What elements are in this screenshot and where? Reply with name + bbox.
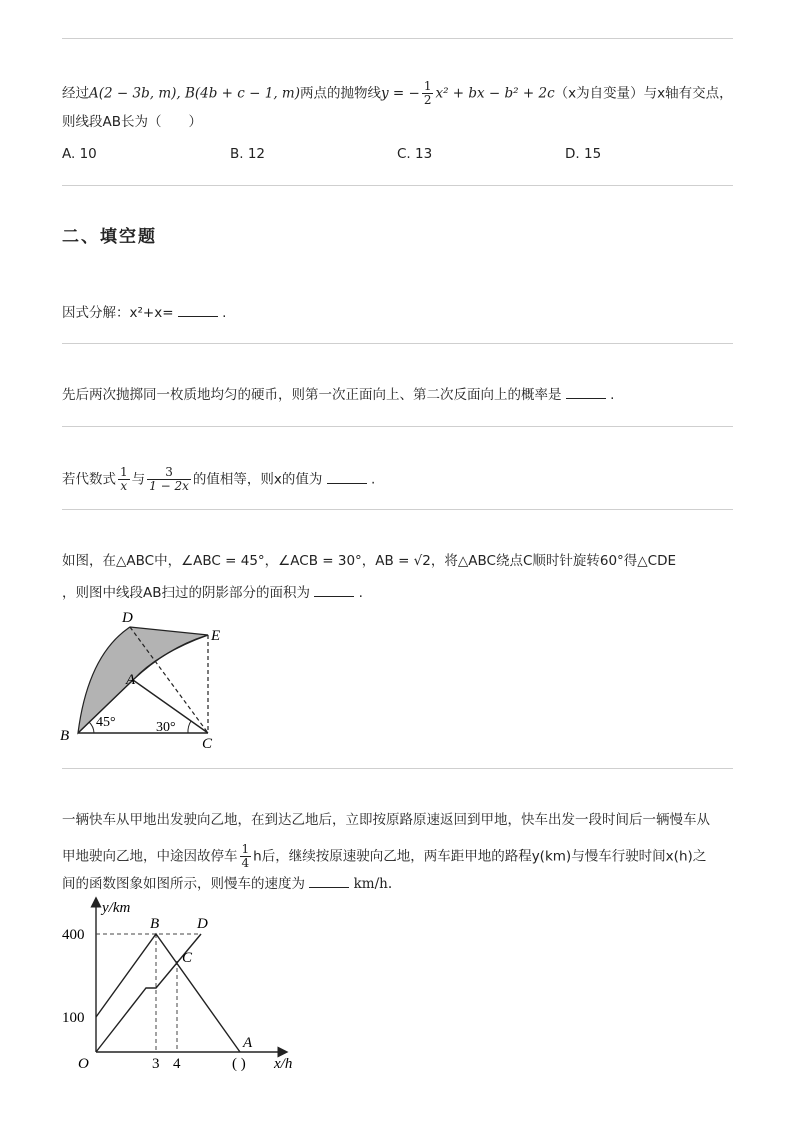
label-b: B (60, 728, 70, 744)
q1-points: A(2 − 3b, m), B(4b + c − 1, m) (89, 85, 300, 102)
label-c: C (202, 736, 213, 750)
q1-frac-num: 1 (423, 79, 432, 93)
q1-fraction (422, 80, 434, 107)
q4-fraction-2 (147, 466, 191, 493)
q1-line2: 则线段AB长为（ ） (62, 114, 202, 130)
label-a: A (126, 672, 136, 688)
angle-c-label: 30° (156, 720, 176, 735)
q1-option-c[interactable]: C. 13 (397, 146, 433, 162)
tick-100: 100 (62, 1010, 85, 1026)
q1-text-a: 经过 (62, 85, 89, 102)
q6-text-b: h后，继续按原速驶向乙地，两车距甲地的路程y(km)与慢车行驶时间x(h)之 (253, 848, 707, 865)
answer-blank[interactable] (314, 584, 354, 597)
distance-time-graph (58, 896, 308, 1076)
tick-400: 400 (62, 927, 85, 943)
q1-option-d[interactable]: D. 15 (565, 146, 602, 162)
q4-line (62, 466, 375, 493)
tick-3: 3 (152, 1056, 160, 1072)
q6-frac-den: 4 (241, 856, 250, 870)
q1-text-b: 两点的抛物线 (299, 85, 381, 102)
divider (62, 426, 733, 427)
point-a-label: A (243, 1035, 253, 1051)
q5-end: . (358, 585, 363, 601)
q6-text-a: 甲地驶向乙地，中途因故停车 (62, 848, 238, 865)
q4-f2-den (147, 480, 191, 493)
q4-fraction-1 (118, 466, 130, 493)
q6-line3 (62, 874, 392, 894)
answer-blank[interactable] (566, 386, 606, 399)
q6-line1: 一辆快车从甲地出发驶向乙地，在到达乙地后，立即按原路原速返回到甲地，快车出发一段时间后一辆慢车从 (62, 812, 710, 828)
q6-line2 (62, 843, 706, 870)
y-axis-label: y/km (102, 900, 131, 916)
divider (62, 343, 733, 344)
x-axis-label: x/h (274, 1056, 293, 1072)
q1-eq-post: x² + bx − b² + 2c (435, 85, 555, 102)
q5-text: ，则图中线段AB扫过的阴影部分的面积为 (62, 585, 310, 601)
tick-unknown: ( ) (232, 1056, 246, 1072)
angle-c-mark (188, 721, 191, 733)
q1-option-b[interactable]: B. 12 (230, 146, 266, 162)
q4-f1-num: 1 (120, 465, 128, 479)
q5-line2 (62, 583, 363, 603)
q2-line (62, 303, 226, 323)
angle-b-label: 45° (96, 715, 116, 730)
origin-label: O (78, 1056, 89, 1072)
q6-frac-num: 1 (241, 842, 250, 856)
q6-unit: km/h. (353, 876, 393, 892)
q3-end: . (610, 387, 615, 403)
q4-post: 的值相等，则x的值为 (192, 471, 323, 488)
q1-eq-pre: y = − (380, 85, 420, 102)
tick-4: 4 (173, 1056, 181, 1072)
answer-blank[interactable] (178, 304, 218, 317)
q4-f1-den-text: x (120, 479, 128, 493)
divider (62, 768, 733, 769)
divider (62, 509, 733, 510)
label-e: E (211, 628, 221, 644)
q3-text: 先后两次抛掷同一枚质地均匀的硬币，则第一次正面向上、第二次反面向上的概率是 (62, 387, 562, 403)
q1-line1 (62, 80, 733, 107)
label-d: D (122, 610, 133, 626)
q4-f1-den (118, 480, 130, 493)
q4-end: . (370, 471, 376, 488)
q4-f2-den-text: 1 − 2x (149, 479, 189, 493)
q3-line (62, 385, 614, 405)
q5-line1: 如图，在△ABC中，∠ABC = 45°，∠ACB = 30°，AB = √2，将△ABC绕点C顺时针旋转60°得△CDE (62, 553, 677, 569)
point-c-label: C (182, 950, 193, 966)
point-d-label: D (197, 916, 208, 932)
fast-car-line (96, 934, 240, 1052)
divider (62, 185, 733, 186)
top-divider (62, 38, 733, 39)
q2-text: 因式分解：x²+x= (62, 305, 174, 321)
q4-mid: 与 (131, 471, 146, 488)
rotation-figure (58, 605, 228, 750)
q6-text-c: 间的函数图象如图所示，则慢车的速度为 (62, 876, 305, 892)
q4-f2-num: 3 (147, 466, 191, 480)
q1-option-a[interactable]: A. 10 (62, 146, 97, 162)
answer-blank[interactable] (309, 875, 349, 888)
q1-frac-den: 2 (423, 93, 432, 107)
angle-b-mark (89, 722, 94, 733)
answer-blank[interactable] (327, 471, 367, 484)
q6-fraction (240, 843, 252, 870)
q2-end: . (222, 305, 227, 321)
point-b-label: B (150, 916, 160, 932)
q4-pre: 若代数式 (62, 471, 116, 488)
section-title: 二、填空题 (62, 227, 157, 247)
q1-text-c: （x为自变量）与x轴有交点， (554, 85, 733, 102)
